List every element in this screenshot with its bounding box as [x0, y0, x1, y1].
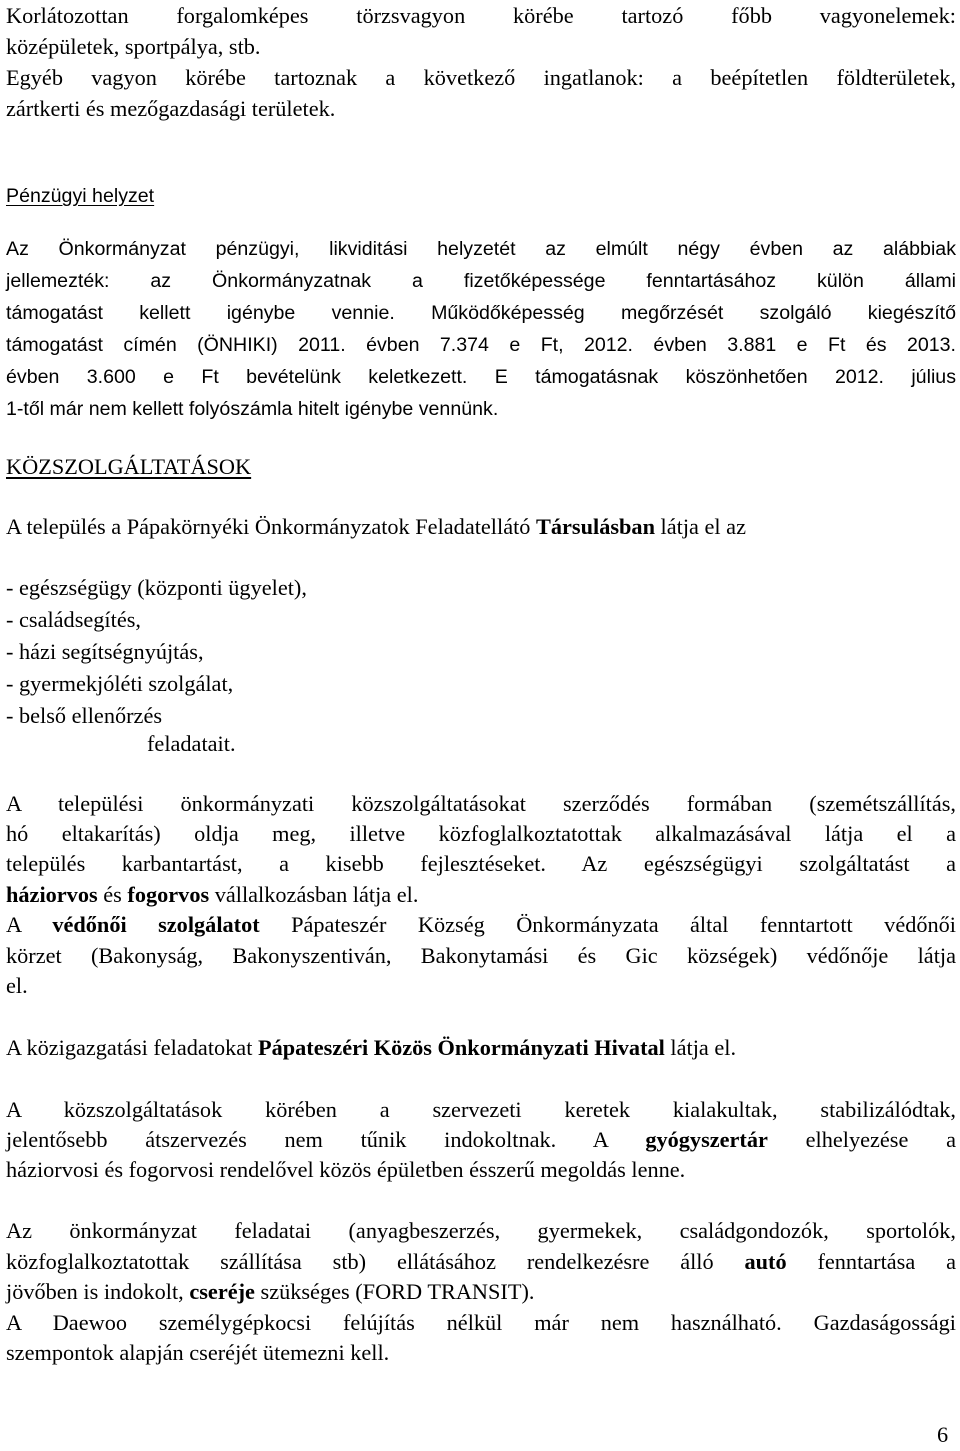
paragraph-line: jövőben is indokolt, cseréje szükséges (FORD TRANSIT). — [6, 1279, 535, 1304]
paragraph-line: A települési önkormányzati közszolgáltatásokat szerződés formában (szemétszállítás, — [6, 791, 956, 816]
intro-line-1: Korlátozottan forgalomképes törzsvagyon körébe tartozó főbb vagyonelemek: — [6, 3, 956, 28]
paragraph-line: A közigazgatási feladatokat Pápateszéri Közös Önkormányzati Hivatal látja el. — [6, 1035, 737, 1060]
financial-line-4: támogatást címén (ÖNHIKI) 2011. évben 7.374 e Ft, 2012. évben 3.881 e Ft és 2013. — [6, 334, 956, 356]
paragraph-line: közfoglalkoztatottak szállítása stb) ellátásához rendelkezésre álló autó fenntartása a — [6, 1249, 956, 1274]
paragraph-line: Az önkormányzat feladatai (anyagbeszerzés, gyermekek, családgondozók, sportolók, — [6, 1218, 956, 1243]
service-item: - gyermekjóléti szolgálat, — [6, 671, 234, 696]
intro-line-2: középületek, sportpálya, stb. — [6, 34, 261, 59]
financial-line-6: 1-től már nem kellett folyószámla hitelt igénybe vennünk. — [6, 398, 499, 420]
paragraph-line: el. — [6, 973, 28, 998]
paragraph-line: körzet (Bakonyság, Bakonyszentiván, Bakonytamási és Gic községek) védőnője látja — [6, 943, 956, 968]
paragraph-line: háziorvosi és fogorvosi rendelővel közös épületben ésszerű megoldás lenne. — [6, 1157, 686, 1182]
service-item: - családsegítés, — [6, 607, 141, 632]
service-item: - házi segítségnyújtás, — [6, 639, 204, 664]
paragraph-line: jelentősebb átszervezés nem tűnik indokoltnak. A gyógyszertár elhelyezése a — [6, 1127, 956, 1152]
paragraph-line: település karbantartást, a kisebb fejlesztéseket. Az egészségügyi szolgáltatást a — [6, 851, 956, 876]
paragraph-line: hó eltakarítás) oldja meg, illetve közfoglalkoztatottak alkalmazásával látja el a — [6, 821, 956, 846]
paragraph-line: A közszolgáltatások körében a szervezeti keretek kialakultak, stabilizálódtak, — [6, 1097, 956, 1122]
paragraph-line: A védőnői szolgálatot Pápateszér Község Önkormányzata által fenntartott védőnői — [6, 912, 956, 937]
services-heading: KÖZSZOLGÁLTATÁSOK — [6, 454, 252, 479]
service-item: - belső ellenőrzés — [6, 703, 163, 728]
financial-line-3: támogatást kellett igénybe vennie. Működőképesség megőrzését szolgáló kiegészítő — [6, 302, 956, 324]
page-number: 6 — [937, 1422, 949, 1447]
services-intro: A település a Pápakörnyéki Önkormányzatok Feladatellátó Társulásban látja el az — [6, 514, 746, 539]
financial-line-2: jellemezték: az Önkormányzatnak a fizetőképessége fenntartásához külön állami — [6, 270, 956, 292]
paragraph-line: A Daewoo személygépkocsi felújítás nélkül már nem használható. Gazdaságossági — [6, 1310, 956, 1335]
intro-line-4: zártkerti és mezőgazdasági területek. — [6, 96, 336, 121]
financial-heading: Pénzügyi helyzet — [6, 185, 155, 207]
financial-line-1: Az Önkormányzat pénzügyi, likviditási helyzetét az elmúlt négy évben az alábbiak — [6, 238, 956, 260]
financial-line-5: évben 3.600 e Ft bevételünk keletkezett. E támogatásnak köszönhetően 2012. július — [6, 366, 956, 388]
paragraph-line: szempontok alapján cseréjét ütemezni kell. — [6, 1340, 390, 1365]
service-item: - egészségügy (központi ügyelet), — [6, 575, 307, 600]
intro-line-3: Egyéb vagyon körébe tartoznak a következő ingatlanok: a beépítetlen földterületek, — [6, 65, 956, 90]
services-tasks: feladatait. — [147, 731, 236, 756]
paragraph-line: háziorvos és fogorvos vállalkozásban látja el. — [6, 882, 419, 907]
